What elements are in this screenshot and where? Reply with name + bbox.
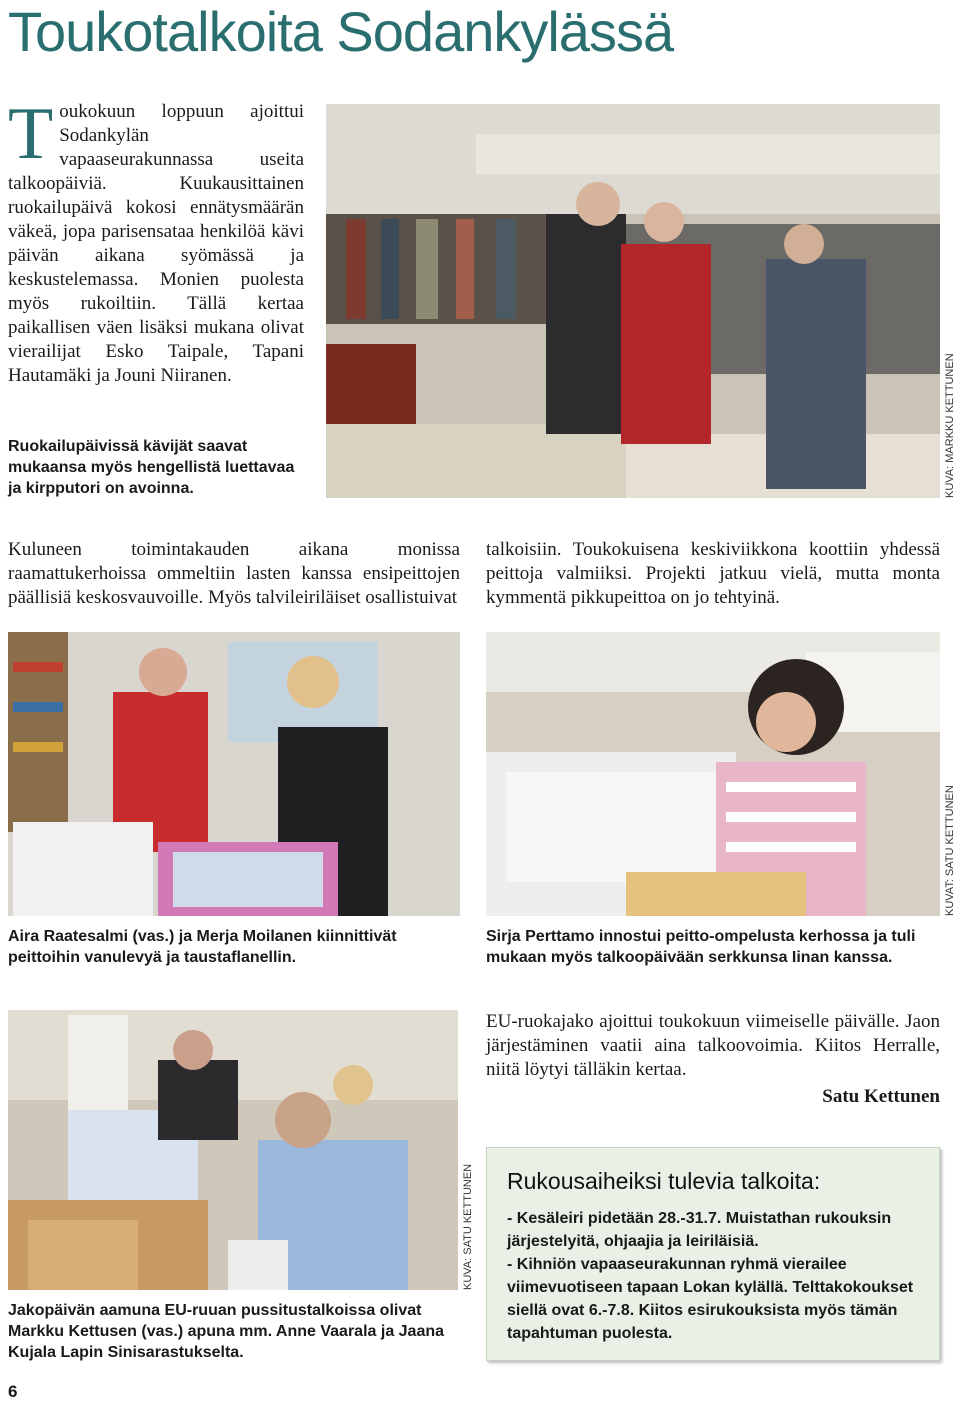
credit-mid: KUVAT: SATU KETTUNEN bbox=[944, 785, 956, 916]
credit-top: KUVA: MARKKU KETTUNEN bbox=[944, 353, 956, 498]
photo-sewing-girl bbox=[486, 632, 940, 916]
page-number: 6 bbox=[8, 1382, 18, 1401]
author: Satu Kettunen bbox=[822, 1086, 940, 1107]
prayer-box bbox=[486, 1147, 940, 1361]
caption-mid-left: Aira Raatesalmi (vas.) ja Merja Moilanen kiinnittivät peittoihin vanulevyä ja taustaflanellin. bbox=[8, 928, 397, 966]
caption-bottom: Jakopäivän aamuna EU-ruuan pussitustalkoissa olivat Markku Kettusen (vas.) apuna mm. Anne Vaarala ja Jaana Kujala Lapin Sinisarastukselta. bbox=[8, 1302, 445, 1361]
prayer-title: Rukousaiheiksi tulevia talkoita: bbox=[507, 1168, 821, 1194]
body-right: talkoisiin. Toukokuisena keskiviikkona koottiin yhdessä peittoja valmiiksi. Projekti jatkuu vielä, mutta monta kymmentä pikkupeittoa on jo tehtyinä. bbox=[486, 539, 940, 608]
dropcap: T bbox=[8, 93, 54, 175]
eu-paragraph: EU-ruokajako ajoittui toukokuun viimeiselle päivälle. Jaon järjestäminen vaatii aina talkoovoimia. Kiitos Herralle, niitä löytyi tälläkin kertaa. bbox=[486, 1011, 940, 1080]
prayer-item-2: - Kihniön vapaaseurakunnan ryhmä vierailee viimevuotiseen tapaan Lokan kylällä. Telttakokoukset siellä ovat 6.-7.8. Kiitos esirukouksista myös tämän tapahtuman puolesta. bbox=[507, 1256, 914, 1342]
body-left: Kuluneen toimintakauden aikana monissa raamattukerhoissa ommeltiin lasten kanssa ensipeittojen päällisiä keskosvauvoille. Myös talvileiriläiset osallistuivat bbox=[8, 539, 460, 608]
intro-paragraph bbox=[8, 93, 304, 388]
caption-top: Ruokailupäivissä kävijät saavat mukaansa myös hengellistä luettavaa ja kirpputori on avoinna. bbox=[8, 438, 295, 497]
credit-bottom: KUVA: SATU KETTUNEN bbox=[462, 1163, 474, 1290]
photo-quilt-women bbox=[8, 632, 460, 916]
photo-flea-market bbox=[326, 104, 940, 498]
intro-text: oukokuun loppuun ajoittui Sodankylän vapaaseurakunnassa useita talkoopäiviä. Kuukausittainen ruokailupäivä kokosi ennätysmäärän väkeä, jopa parisensataa henkilöä kävi päivän aikana syömässä ja keskustelemassa. Monien puolesta myös rukoiltiin. Tällä kertaa paikallisen väen lisäksi mukana olivat vierailijat Esko Taipale, Tapani Hautamäki ja Jouni Niiranen. bbox=[8, 101, 304, 386]
photo-eu-food bbox=[8, 1010, 458, 1290]
headline: Toukotalkoita Sodankylässä bbox=[8, 0, 674, 63]
prayer-item-1: - Kesäleiri pidetään 28.-31.7. Muistathan rukouksin järjestelyitä, ohjaajia ja leiriläisiä. bbox=[507, 1210, 892, 1250]
caption-mid-right: Sirja Perttamo innostui peitto-ompelusta kerhossa ja tuli mukaan myös talkoopäivään serkkunsa Iinan kanssa. bbox=[486, 928, 916, 966]
